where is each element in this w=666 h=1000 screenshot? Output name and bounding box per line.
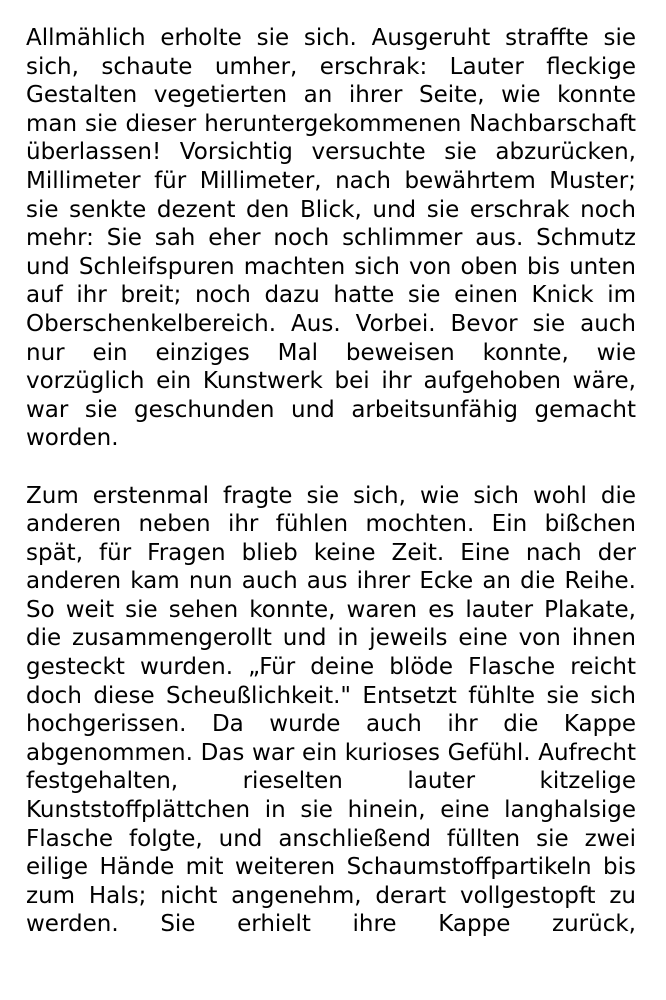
paragraph-1: Allmählich erholte sie sich. Ausgeruht straffte sie sich, schaute umher, erschrak: Lauter fleckige Gestalten vegetierten an ihrer Seite, wie konnte man sie dieser heruntergekommenen Nachbarschaft überlassen! Vorsichtig versuchte sie abzurücken, Millimeter für Millimeter, nach bewährtem Muster; sie senkte dezent den Blick, und sie erschrak noch mehr: Sie sah eher noch schlimmer aus. Schmutz und Schleifspuren machten sich von oben bis unten auf ihr breit; noch dazu hatte sie einen Knick im Oberschenkelbereich. Aus. Vorbei. Bevor sie auch nur ein einziges Mal beweisen konnte, wie vorzüglich ein Kunstwerk bei ihr aufgehoben wäre, war sie geschunden und arbeitsunfähig gemacht worden.: [26, 25, 636, 452]
document-page: [26, 24, 636, 939]
paragraph-2: Zum erstenmal fragte sie sich, wie sich wohl die anderen neben ihr fühlen mochten. Ein bißchen spät, für Fragen blieb keine Zeit. Eine nach der anderen kam nun auch aus ihrer Ecke an die Reihe. So weit sie sehen konnte, waren es lauter Plakate, die zusammengerollt und in jeweils eine von ihnen gesteckt wurden. „Für deine blöde Flasche reicht doch diese Scheußlichkeit." Entsetzt fühlte sie sich hochgerissen. Da wurde auch ihr die Kappe abgenommen. Das war ein kurioses Gefühl. Aufrecht festgehalten, rieselten lauter kitzelige Kunststoffplättchen in sie hinein, eine langhalsige Flasche folgte, und anschließend füllten sie zwei eilige Hände mit weiteren Schaumstoffpartikeln bis zum Hals; nicht angenehm, derart vollgestopft zu werden. Sie erhielt ihre Kappe zurück,: [26, 482, 636, 938]
